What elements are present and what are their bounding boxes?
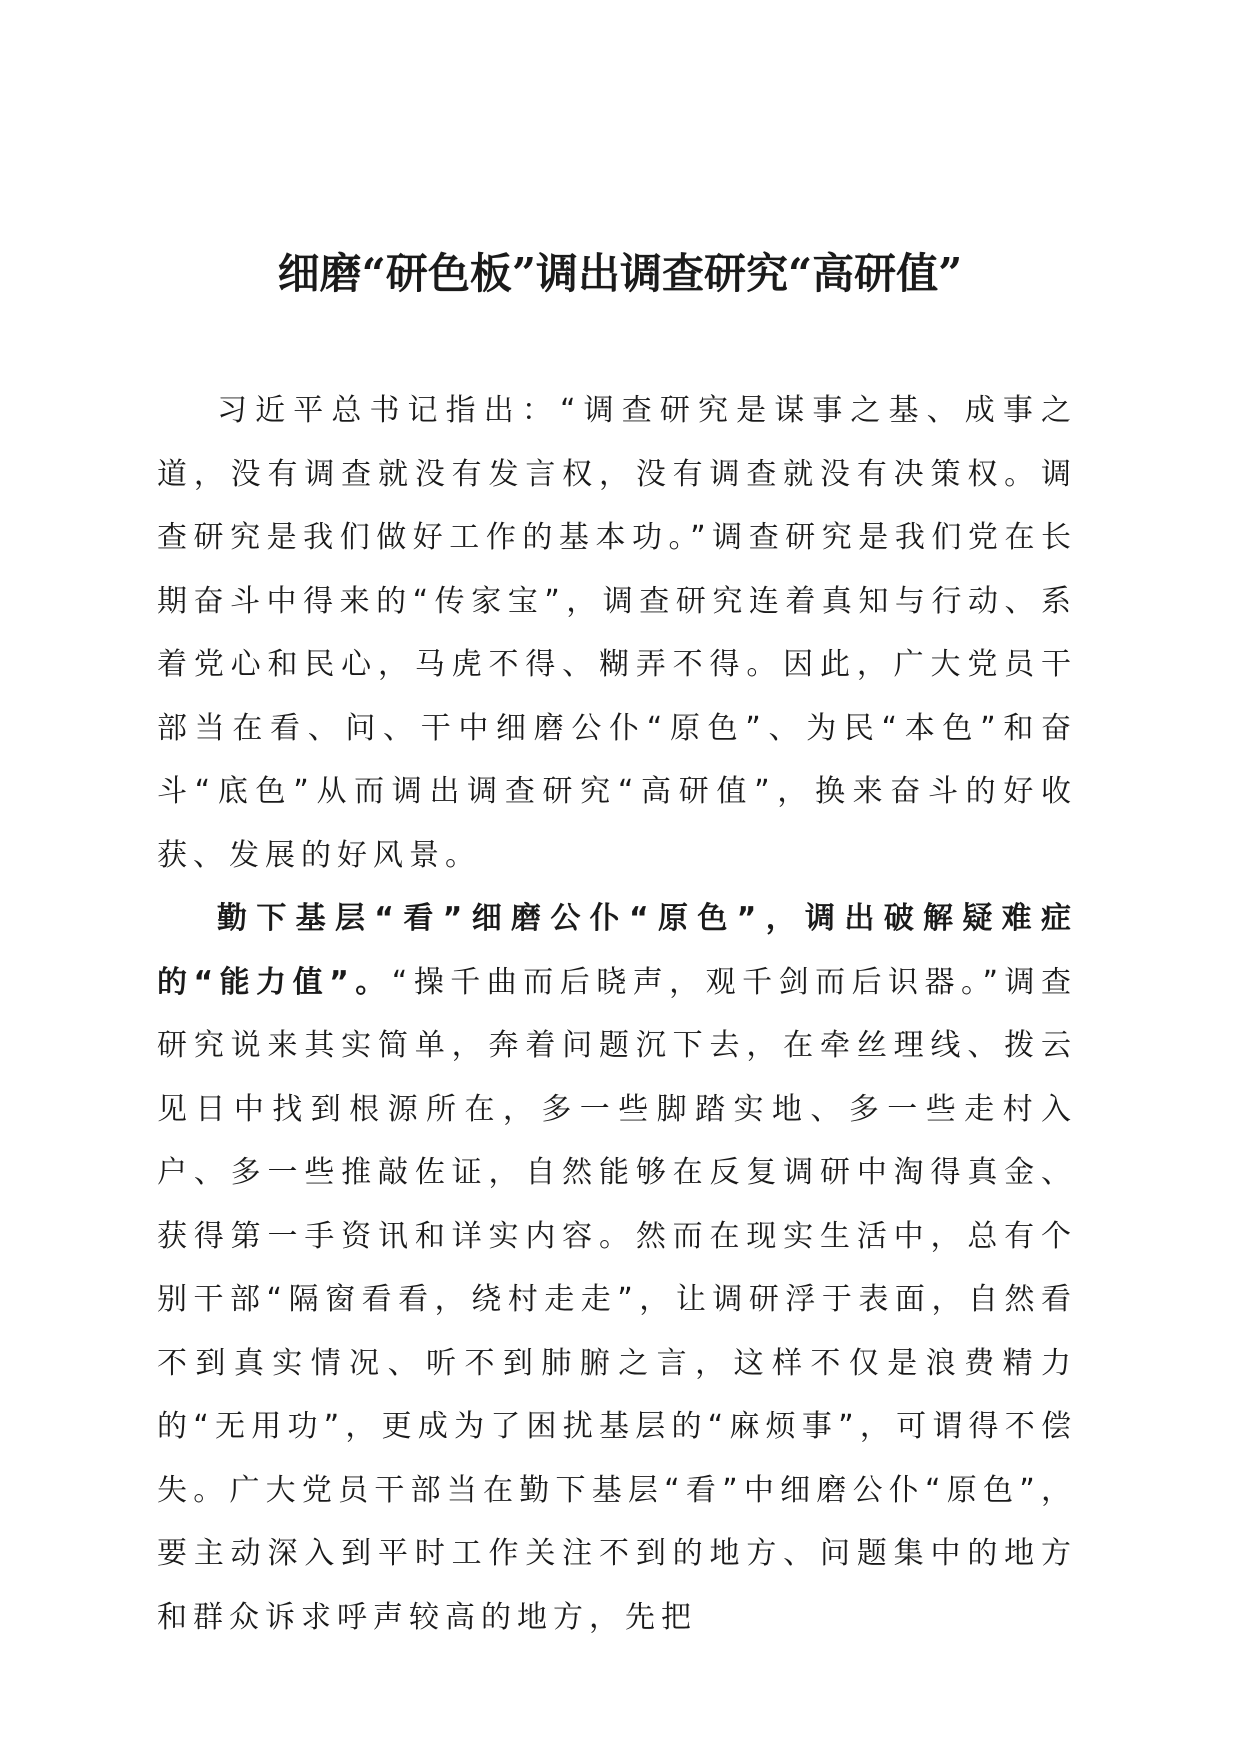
document-body <box>157 379 1077 1649</box>
document-title: 细磨“研色板”调出调查研究“高研值” <box>277 249 963 298</box>
paragraph-intro <box>157 379 1077 887</box>
paragraph-text: “操千曲而后晓声，观千剑而后识器。”调查研究说来其实简单，奔着问题沉下去，在牵丝理线、拨云见日中找到根源所在，多一些脚踏实地、多一些走村入户、多一些推敲佐证，自然能够在反复调研中淘得真金、获得第一手资讯和详实内容。然而在现实生活中，总有个别干部“隔窗看看，绕村走走”，让调研浮于表面，自然看不到真实情况、听不到肺腑之言，这样不仅是浪费精力的“无用功”，更成为了困扰基层的“麻烦事”，可谓得不偿失。广大党员干部当在勤下基层“看”中细磨公仆“原色”，要主动深入到平时工作关注不到的地方、问题集中的地方和群众诉求呼声较高的地方，先把 <box>157 964 1077 1635</box>
paragraph-text: 习近平总书记指出：“调查研究是谋事之基、成事之道，没有调查就没有发言权，没有调查就没有决策权。调查研究是我们做好工作的基本功。”调查研究是我们党在长期奋斗中得来的“传家宝”，调查研究连着真知与行动、系着党心和民心，马虎不得、糊弄不得。因此，广大党员干部当在看、问、干中细磨公仆“原色”、为民“本色”和奋斗“底色”从而调出调查研究“高研值”，换来奋斗的好收获、发展的好风景。 <box>157 393 1077 873</box>
paragraph-lead: 勤下基层“看”细磨公仆“原色”，调出破解疑难症的“能力值”。 <box>157 901 1077 1000</box>
paragraph-section-1 <box>157 887 1077 1649</box>
